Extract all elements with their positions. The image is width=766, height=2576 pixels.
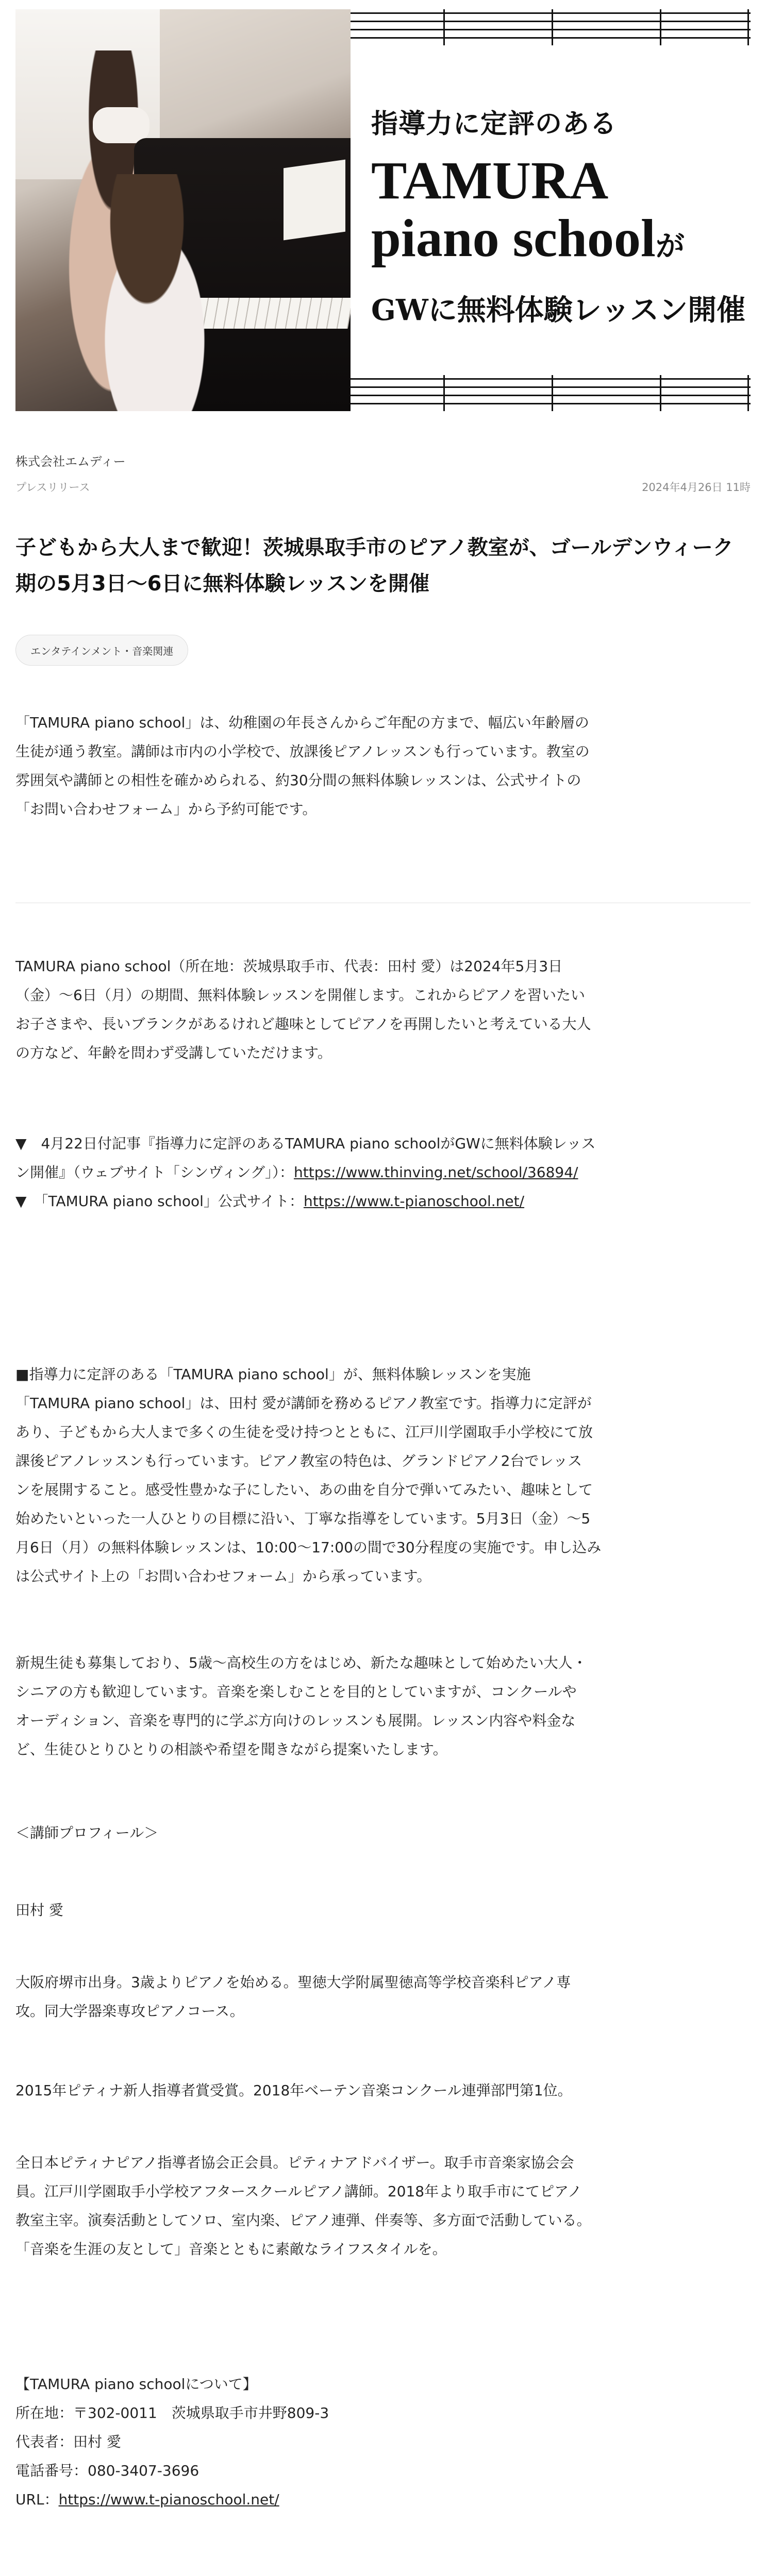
category-tag[interactable]: エンタテインメント・音楽関連 xyxy=(15,635,188,666)
meta-row xyxy=(15,479,751,495)
profile-bio xyxy=(15,1968,751,2026)
profile-line: 教室主宰。演奏活動としてソロ、室内楽、ピアノ連弾、伴奏等、多方面で活動している。 xyxy=(15,2212,591,2229)
official-link-line xyxy=(15,1187,751,1216)
page-title: 子どもから大人まで歓迎！茨城県取手市のピアノ教室が、ゴールデンウィーク期の5月3日〜6日に無料体験レッスンを開催 xyxy=(15,536,734,596)
section-line: あり、子どもから大人まで多くの生徒を受け持つとともに、江戸川学園取手小学校にて放 xyxy=(15,1423,593,1440)
intro-line: （金）〜6日（月）の期間、無料体験レッスンを開催します。これからピアノを習いたい xyxy=(15,987,586,1004)
profile-name: 田村 愛 xyxy=(15,1902,63,1919)
profile-activities xyxy=(15,2148,751,2264)
about-section xyxy=(15,2370,751,2514)
hero-school-name: piano school xyxy=(371,209,656,268)
article-link-label: ン開催』（ウェブサイト「シンヴィング」）： xyxy=(15,1164,294,1181)
official-link-label: ▼ 「TAMURA piano school」公式サイト： xyxy=(15,1193,304,1210)
profile-line: 全日本ピティナピアノ指導者協会正会員。ピティナアドバイザー。取手市音楽家協会会 xyxy=(15,2154,574,2171)
section-line: 月6日（月）の無料体験レッスンは、10:00〜17:00の間で30分程度の実施です。申し込み xyxy=(15,1539,602,1556)
about-url-link[interactable]: https://www.t-pianoschool.net/ xyxy=(58,2491,279,2508)
hero-banner xyxy=(15,9,751,411)
profile-awards: 2015年ピティナ新人指導者賞受賞。2018年ベーテン音楽コンクール連弾部門第1位。 xyxy=(15,2082,572,2099)
student-figure xyxy=(77,174,232,411)
section-heading: ■指導力に定評のある「TAMURA piano school」が、無料体験レッスンを実施 xyxy=(15,1366,531,1383)
section-recruit xyxy=(15,1649,751,1764)
section-line: 新規生徒も募集しており、5歳〜高校生の方をはじめ、新たな趣味として始めたい大人・ xyxy=(15,1654,587,1671)
reference-links xyxy=(15,1129,751,1216)
profile-line: 「音楽を生涯の友として」音楽とともに素敵なライフスタイルを。 xyxy=(15,2241,447,2258)
release-date: 2024年4月26日 11時 xyxy=(642,481,751,494)
about-address: 所在地：〒302-0011 茨城県取手市井野809-3 xyxy=(15,2404,329,2421)
official-site-link[interactable]: https://www.t-pianoschool.net/ xyxy=(303,1193,525,1210)
profile-line: 大阪府堺市出身。3歳よりピアノを始める。聖徳大学附属聖徳高等学校音楽科ピアノ専 xyxy=(15,1974,571,1991)
hero-event: GWに無料体験レッスン開催 xyxy=(371,293,746,327)
profile-line: 員。江戸川学園取手小学校アフタースクールピアノ講師。2018年より取手市にてピアノ xyxy=(15,2183,582,2200)
about-phone: 電話番号：080-3407-3696 xyxy=(15,2462,199,2479)
about-representative: 代表者：田村 愛 xyxy=(15,2433,121,2450)
about-heading: 【TAMURA piano schoolについて】 xyxy=(15,2376,257,2393)
lead-line: 生徒が通う教室。講師は市内の小学校で、放課後ピアノレッスンも行っています。教室の xyxy=(15,743,590,760)
profile-line: 攻。同大学器楽専攻ピアノコース。 xyxy=(15,2003,244,2020)
article-link[interactable]: https://www.thinving.net/school/36894/ xyxy=(293,1164,578,1181)
intro-line: の方など、年齢を問わず受講していただけます。 xyxy=(15,1044,332,1061)
section-lesson xyxy=(15,1360,751,1591)
profile-heading: ＜講師プロフィール＞ xyxy=(15,1824,159,1841)
article-link-line xyxy=(15,1158,751,1187)
hero-text-panel xyxy=(351,9,751,411)
about-url-label: URL： xyxy=(15,2491,59,2508)
lead-line: 雰囲気や講師との相性を確かめられる、約30分間の無料体験レッスンは、公式サイトの xyxy=(15,772,581,789)
intro-line: お子さまや、長いブランクがあるけれど趣味としてピアノを再開したいと考えている大人 xyxy=(15,1015,591,1032)
lead-line: 「TAMURA piano school」は、幼稚園の年長さんからご年配の方まで、幅広い年齢層の xyxy=(15,714,589,731)
hero-subtitle: 指導力に定評のある xyxy=(371,108,618,140)
intro-line: TAMURA piano school（所在地：茨城県取手市、代表：田村 愛）は2024年5月3日 xyxy=(15,958,563,975)
section-line: シニアの方も歓迎しています。音楽を楽しむことを目的としていますが、コンクールや xyxy=(15,1683,577,1700)
section-line: ど、生徒ひとりひとりの相談や希望を聞きながら提案いたします。 xyxy=(15,1741,447,1758)
music-staff-top xyxy=(351,9,751,45)
hero-title-school xyxy=(371,210,751,275)
hero-title-tamura: TAMURA xyxy=(371,151,609,210)
article-link-line: ▼ 4月22日付記事『指導力に定評のあるTAMURA piano schoolがGWに無料体験レッス xyxy=(15,1135,596,1152)
section-line: 「TAMURA piano school」は、田村 愛が講師を務めるピアノ教室です。指導力に定評が xyxy=(15,1395,592,1412)
hero-particle: が xyxy=(655,229,685,263)
section-line: は公式サイト上の「お問い合わせフォーム」から承っています。 xyxy=(15,1568,431,1585)
section-line: オーディション、音楽を専門的に学ぶ方向けのレッスンも展開。レッスン内容や料金な xyxy=(15,1712,576,1729)
section-line: ンを展開すること。感受性豊かな子にしたい、あの曲を自分で弾いてみたい、趣味として xyxy=(15,1481,593,1498)
music-staff-bottom xyxy=(351,375,751,411)
hero-photo xyxy=(15,9,351,411)
lead-line: 「お問い合わせフォーム」から予約可能です。 xyxy=(15,801,317,818)
section-line: 始めたいといった一人ひとりの目標に沿い、丁寧な指導をしています。5月3日（金）〜5 xyxy=(15,1510,591,1527)
release-category: プレスリリース xyxy=(15,481,90,494)
company-name[interactable]: 株式会社エムディー xyxy=(15,454,126,469)
section-line: 課後ピアノレッスンも行っています。ピアノ教室の特色は、グランドピアノ2台でレッス xyxy=(15,1452,582,1469)
intro-paragraph xyxy=(15,952,751,1067)
lead-paragraph xyxy=(15,708,751,824)
about-url-line xyxy=(15,2485,751,2514)
